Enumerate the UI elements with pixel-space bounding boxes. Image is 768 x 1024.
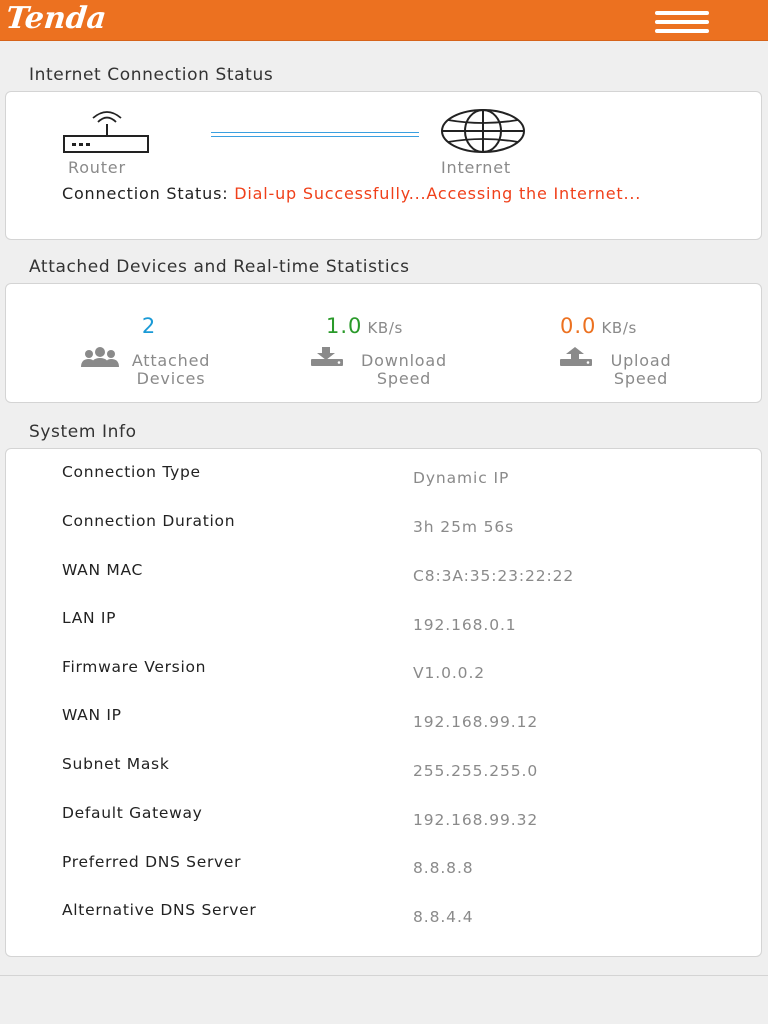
info-value-subnet-mask: 255.255.255.0 [413, 762, 539, 780]
info-label-lan-ip: LAN IP [62, 609, 117, 627]
system-info-card [5, 448, 762, 957]
devices-section-title: Attached Devices and Real-time Statistics [29, 257, 410, 277]
info-value-wan-mac: C8:3A:35:23:22:22 [413, 567, 575, 585]
system-info-section-title: System Info [29, 422, 137, 442]
upload-speed-label: Upload Speed [610, 351, 672, 388]
connection-status [62, 184, 742, 203]
tenda-logo[interactable]: Tenda [4, 1, 109, 36]
internet-label: Internet [441, 158, 511, 177]
devices-card [5, 283, 762, 403]
info-label-wan-ip: WAN IP [62, 706, 122, 724]
info-value-connection-duration: 3h 25m 56s [413, 518, 515, 536]
connection-card [5, 91, 762, 240]
attached-devices-count[interactable]: 2 [141, 314, 157, 338]
info-value-lan-ip: 192.168.0.1 [413, 616, 517, 634]
router-icon [62, 110, 152, 154]
info-label-connection-type: Connection Type [62, 463, 201, 481]
info-label-firmware-version: Firmware Version [62, 658, 207, 676]
attached-devices-label: Attached Devices [131, 351, 211, 388]
router-label: Router [68, 158, 126, 177]
connection-status-value: Dial-up Successfully...Accessing the Internet... [234, 184, 642, 203]
download-icon [309, 347, 345, 367]
download-speed-value: 1.0 [326, 314, 363, 338]
download-speed-unit: KB/s [367, 319, 403, 337]
info-value-connection-type: Dynamic IP [413, 469, 510, 487]
globe-icon [440, 108, 526, 154]
upload-speed-wrap [560, 314, 710, 338]
upload-speed-value: 0.0 [560, 314, 597, 338]
download-speed-label: Download Speed [361, 351, 447, 388]
info-label-subnet-mask: Subnet Mask [62, 755, 170, 773]
hamburger-menu-icon[interactable] [652, 9, 712, 35]
info-label-wan-mac: WAN MAC [62, 561, 144, 579]
attached-devices-count-wrap [124, 314, 174, 338]
connection-line [211, 132, 419, 137]
info-value-wan-ip: 192.168.99.12 [413, 713, 539, 731]
top-bar [0, 0, 768, 41]
info-value-alternative-dns: 8.8.4.4 [413, 908, 474, 926]
footer-divider [0, 975, 768, 976]
download-speed-wrap [326, 314, 476, 338]
info-value-default-gateway: 192.168.99.32 [413, 811, 539, 829]
info-value-firmware-version: V1.0.0.2 [413, 664, 486, 682]
info-label-alternative-dns: Alternative DNS Server [62, 901, 257, 919]
upload-speed-unit: KB/s [601, 319, 637, 337]
info-value-preferred-dns: 8.8.8.8 [413, 859, 474, 877]
connection-status-label: Connection Status: [62, 184, 229, 203]
connection-section-title: Internet Connection Status [29, 65, 274, 85]
info-label-connection-duration: Connection Duration [62, 512, 236, 530]
info-label-default-gateway: Default Gateway [62, 804, 203, 822]
info-label-preferred-dns: Preferred DNS Server [62, 853, 242, 871]
